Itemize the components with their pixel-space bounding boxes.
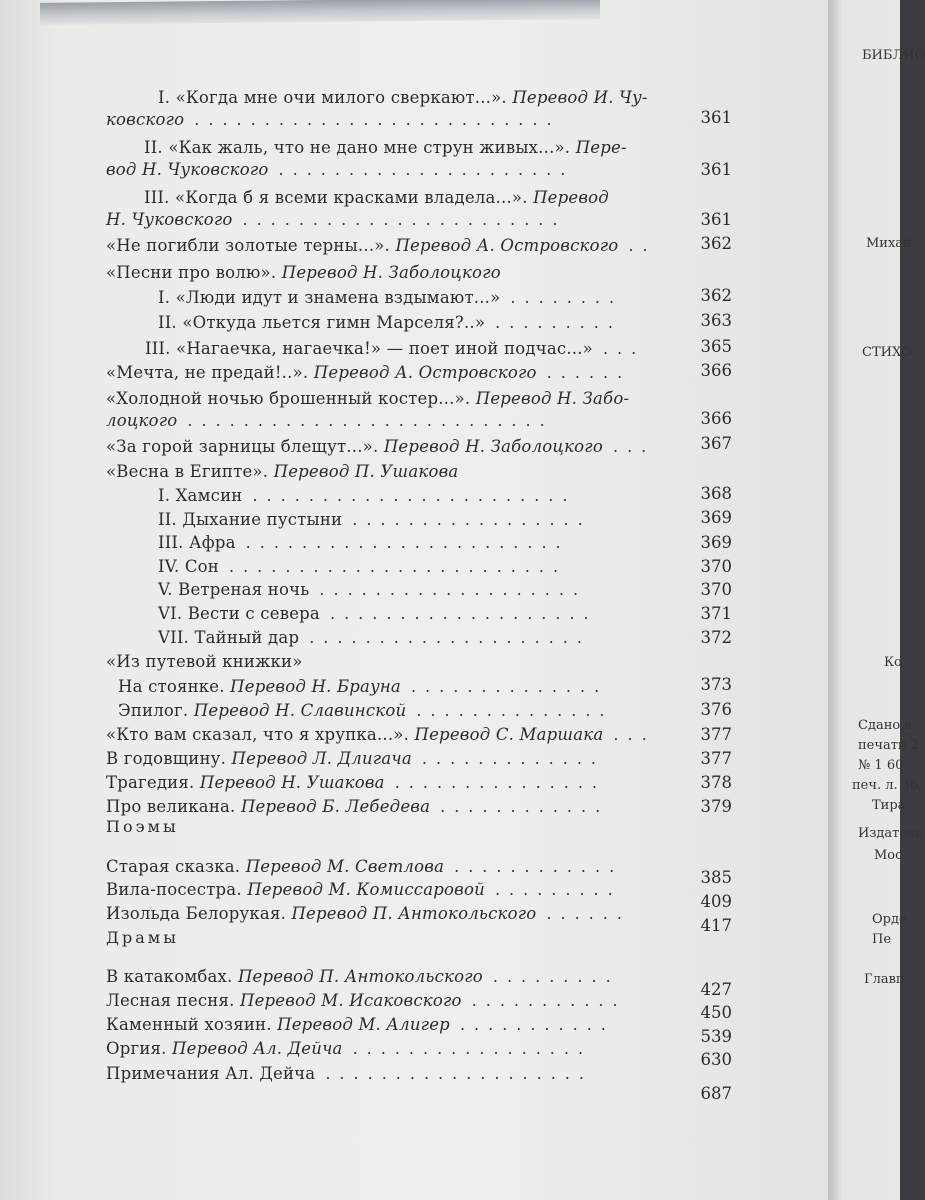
right-page-fragment: печати 2 (858, 738, 919, 753)
toc-entry (106, 652, 302, 671)
entry-translator: Перевод Б. Лебедева (240, 797, 431, 816)
toc-entry (106, 363, 537, 382)
entry-title: IV. Сон (158, 557, 219, 576)
entry-translator: Перевод Н. Заболоцкого (383, 437, 603, 456)
section-heading: Драмы (106, 928, 179, 947)
toc-entry (158, 88, 648, 107)
toc-entry (158, 628, 299, 647)
entry-translator: Перевод Н. Брауна (230, 677, 401, 696)
toc-entry (144, 138, 627, 157)
entry-title: Трагедия. (106, 773, 195, 792)
entry-translator: Перевод А. Островского (313, 363, 537, 382)
entry-translator: Пере- (575, 138, 627, 157)
toc-entry (106, 880, 485, 899)
leader-dots: ............... (394, 773, 607, 792)
entry-title: I. Хамсин (158, 486, 243, 505)
page-number: 369 (700, 508, 732, 527)
right-page-fragment: Издатель (858, 826, 923, 841)
leader-dots: ................... (325, 1064, 593, 1083)
toc-entry (106, 773, 385, 792)
page-number: 366 (700, 361, 732, 380)
page-number: 367 (700, 434, 732, 453)
entry-translator: Перевод М. Исаковского (239, 991, 462, 1010)
leader-dots: ........................ (229, 557, 568, 576)
entry-translator: Перевод Л. Длигача (231, 749, 412, 768)
toc-entry (158, 557, 219, 576)
entry-translator: лоцкого (106, 411, 178, 430)
entry-title: III. Афра (158, 533, 236, 552)
page-number: 368 (700, 484, 732, 503)
entry-title: VI. Вести с севера (158, 604, 320, 623)
page-number: 450 (700, 1003, 732, 1022)
entry-translator: Перевод А. Островского (395, 236, 619, 255)
page-number: 373 (700, 675, 732, 694)
leader-dots: ................. (352, 510, 592, 529)
page-number: 362 (700, 234, 732, 253)
entry-title: II. «Как жаль, что не дано мне струн живых...». (144, 138, 571, 157)
book-page-right (828, 0, 925, 1200)
entry-title: «За горой зарницы блещут...». (106, 437, 379, 456)
page-number: 361 (700, 160, 732, 179)
entry-translator: Перевод М. Алигер (277, 1015, 450, 1034)
entry-translator: Перевод Н. Ушакова (199, 773, 385, 792)
entry-title: Примечания Ал. Дейча (106, 1064, 316, 1083)
leader-dots: ............ (440, 797, 610, 816)
page-number: 372 (700, 628, 732, 647)
toc-entry (106, 411, 177, 430)
toc-entry (106, 1064, 315, 1083)
leader-dots: .................... (309, 628, 591, 647)
leader-dots: ............ (454, 857, 624, 876)
leader-dots: ......... (494, 880, 622, 899)
entry-translator: Перевод Ал. Дейча (172, 1039, 343, 1058)
entry-title: Старая сказка. (106, 857, 241, 876)
page-number: 365 (700, 337, 732, 356)
entry-title: VII. Тайный дар (158, 628, 300, 647)
toc-entry (106, 991, 462, 1010)
toc-entry (106, 462, 458, 481)
entry-title: Каменный хозяин. (106, 1015, 272, 1034)
entry-title: «Из путевой книжки» (106, 652, 303, 671)
right-page-fragment: Михай (866, 236, 912, 251)
page-number: 371 (700, 604, 732, 623)
toc-entry (106, 236, 618, 255)
toc-entry (106, 1039, 343, 1058)
entry-translator: Перевод М. Комиссаровой (247, 880, 485, 899)
leader-dots: ....................... (242, 210, 567, 229)
entry-title: Лесная песня. (106, 991, 235, 1010)
page-number: 369 (700, 533, 732, 552)
right-page-fragment: Сдано в (858, 718, 912, 733)
page-number: 366 (700, 409, 732, 428)
page-number: 361 (700, 210, 732, 229)
page-number: 378 (700, 773, 732, 792)
entry-translator: вод Н. Чуковского (106, 160, 269, 179)
leader-dots: .......................... (194, 110, 561, 129)
page-number: 417 (700, 916, 732, 935)
leader-dots: ...... (546, 363, 632, 382)
toc-entry (158, 510, 342, 529)
entry-translator: Перевод П. Антокольского (291, 904, 537, 923)
toc-entry (106, 797, 430, 816)
leader-dots: ..................... (278, 160, 575, 179)
entry-title: Про великана. (106, 797, 236, 816)
entry-title: «Не погибли золотые терны...». (106, 236, 391, 255)
toc-entry (158, 288, 500, 307)
leader-dots: ........ (510, 288, 624, 307)
leader-dots: ......... (492, 967, 620, 986)
right-page-fragment: Главп (864, 972, 905, 987)
toc-entry (158, 604, 320, 623)
entry-translator: Перевод Н. Славинской (193, 701, 407, 720)
leader-dots: ................. (352, 1039, 593, 1058)
page-number: 687 (700, 1084, 732, 1103)
right-page-fragment: печ. л. 36, (852, 778, 923, 793)
entry-title: Оргия. (106, 1039, 167, 1058)
leader-dots: ... (612, 437, 656, 456)
toc-entry (106, 967, 483, 986)
toc-entry (118, 701, 406, 720)
entry-title: «Мечта, не предай!..». (106, 363, 309, 382)
leader-dots: ... (613, 725, 656, 744)
entry-translator: Н. Чуковского (106, 210, 233, 229)
toc-entry (118, 677, 401, 696)
page-number: 379 (700, 797, 732, 816)
leader-dots: ......... (495, 313, 622, 332)
entry-title: В годовщину. (106, 749, 227, 768)
entry-title: II. Дыхание пустыни (158, 510, 343, 529)
leader-dots: ................... (319, 580, 588, 599)
entry-title: Вила-посестра. (106, 880, 242, 899)
page-number: 377 (700, 725, 732, 744)
page-number: 376 (700, 700, 732, 719)
leader-dots: ... (602, 339, 646, 358)
right-page-fragment: Ко (884, 655, 902, 670)
page-number: 377 (700, 749, 732, 768)
entry-title: «Песни про волю». (106, 263, 277, 282)
leader-dots: ............. (421, 749, 606, 768)
right-page-fragment: № 1 60 (858, 758, 904, 773)
leader-dots: ....................... (252, 486, 577, 505)
entry-title: В катакомбах. (106, 967, 233, 986)
right-page-fragment: Орде (872, 912, 907, 927)
entry-translator: Перевод М. Светлова (245, 857, 445, 876)
toc-entry (144, 188, 609, 207)
toc-entry (106, 263, 501, 282)
entry-title: «Холодной ночью брошенный костер...». (106, 389, 471, 408)
toc-entry (106, 160, 269, 179)
toc-entry (106, 437, 603, 456)
page-number: 363 (700, 311, 732, 330)
entry-title: I. «Люди идут и знамена вздымают...» (158, 288, 501, 307)
right-page-fragment: Тира (872, 798, 906, 813)
page-number: 362 (700, 286, 732, 305)
page-number: 361 (700, 108, 732, 127)
right-page-fragment: Пе (872, 932, 892, 947)
toc-entry (106, 389, 629, 408)
toc-entry (158, 313, 485, 332)
toc-entry (106, 749, 412, 768)
page-number: 427 (700, 980, 732, 999)
page-number: 370 (700, 557, 732, 576)
entry-title: III. «Нагаечка, нагаечка!» — поет иной подчас...» (145, 339, 593, 358)
entry-title: II. «Откуда льется гимн Марселя?..» (158, 313, 486, 332)
entry-translator: ковского (106, 110, 185, 129)
toc-entry (106, 110, 184, 129)
entry-title: «Кто вам сказал, что я хрупка...». (106, 725, 410, 744)
entry-translator: Перевод П. Антокольского (237, 967, 483, 986)
leader-dots: ........... (471, 991, 627, 1010)
entry-translator: Перевод И. Чу- (512, 88, 648, 107)
page-number: 385 (700, 868, 732, 887)
toc-entry (106, 725, 603, 744)
entry-title: Эпилог. (118, 701, 189, 720)
entry-title: На стоянке. (118, 677, 225, 696)
page-number: 539 (700, 1027, 732, 1046)
entry-title: «Весна в Египте». (106, 462, 269, 481)
toc-entry (106, 857, 444, 876)
toc-entry (158, 486, 242, 505)
entry-title: I. «Когда мне очи милого сверкают...». (158, 88, 507, 107)
toc-entry (106, 1015, 450, 1034)
toc-entry (106, 904, 536, 923)
entry-translator: Перевод (533, 188, 609, 207)
entry-title: Изольда Белорукая. (106, 904, 287, 923)
leader-dots: .............. (410, 677, 609, 696)
entry-translator: Перевод П. Ушакова (273, 462, 459, 481)
page-number: 409 (700, 892, 732, 911)
leader-dots: .......................... (187, 411, 554, 430)
page-number: 630 (700, 1050, 732, 1069)
entry-title: III. «Когда б я всеми красками владела...». (144, 188, 528, 207)
toc-entry (145, 339, 593, 358)
leader-dots: .. (628, 236, 657, 255)
leader-dots: ....................... (245, 533, 570, 552)
right-page-fragment: БИБЛИО (862, 48, 925, 63)
right-page-fragment: СТИХО (862, 345, 912, 360)
section-heading: Поэмы (106, 817, 179, 836)
entry-translator: Перевод Н. Заболоцкого (281, 263, 501, 282)
leader-dots: ................... (329, 604, 598, 623)
toc-entry (158, 580, 309, 599)
leader-dots: .............. (416, 701, 614, 720)
entry-translator: Перевод Н. Забо- (475, 389, 630, 408)
toc-entry (106, 210, 233, 229)
right-page-fragment: Мос (874, 848, 903, 863)
page-number: 370 (700, 580, 732, 599)
toc-entry (158, 533, 236, 552)
entry-translator: Перевод С. Маршака (414, 725, 604, 744)
leader-dots: ...... (546, 904, 631, 923)
entry-title: V. Ветреная ночь (158, 580, 310, 599)
leader-dots: ........... (459, 1015, 615, 1034)
